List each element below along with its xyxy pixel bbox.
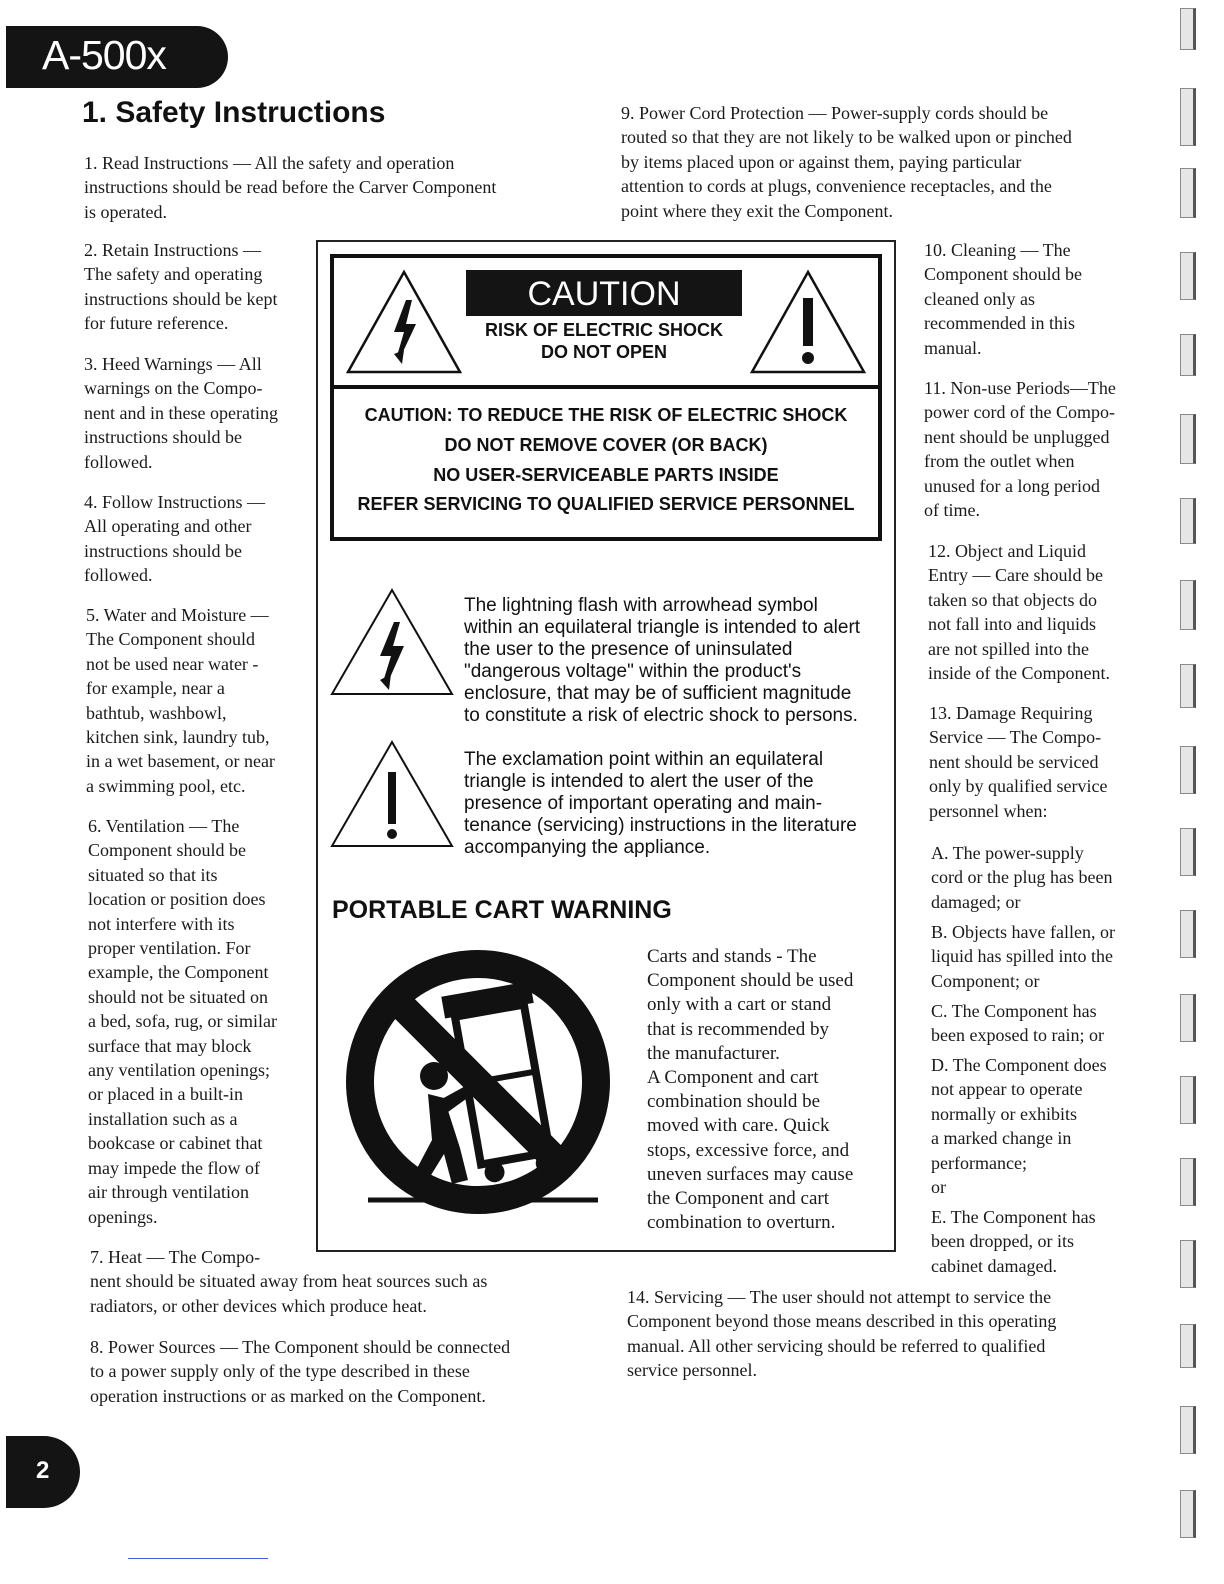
binder-tab [1180, 8, 1196, 50]
binder-tab [1180, 334, 1196, 376]
lightning-explanation: The lightning flash with arrowhead symbol within an equilateral triangle is intended to alert the user to the presence of uninsulated "dangerous voltage" within the product's enclosure, that may be of sufficient magnitude to constitute a risk of electric shock to persons. [464, 595, 861, 726]
binder-tab [1180, 252, 1196, 300]
item-13e: E. The Component has been dropped, or its cabinet damaged. [931, 1207, 1096, 1276]
page-title: 1. Safety Instructions [82, 96, 386, 129]
model-name: A-500x [42, 32, 166, 78]
item-5: 5. Water and Moisture — The Component should not be used near water - for example, near a bathtub, washbowl, kitchen sink, laundry tub, in a wet basement, or near a swimming pool, etc. [86, 605, 275, 796]
item-7: 7. Heat — The Compo- nent should be situated away from heat sources such as radiators, or other devices which produce heat. [90, 1247, 488, 1316]
caution-subtitle-2: DO NOT OPEN [540, 342, 667, 362]
item-13b: B. Objects have fallen, or liquid has spilled into the Component; or [931, 922, 1115, 991]
binder-tab [1180, 88, 1196, 146]
binder-tab [1180, 1490, 1196, 1538]
binder-tab [1180, 746, 1196, 794]
item-12: 12. Object and Liquid Entry — Care should be taken so that objects do not fall into and liquids are not spilled into the inside of the Component. [928, 541, 1110, 684]
item-1: 1. Read Instructions — All the safety and operation instructions should be read before the Carver Component is operated. [84, 153, 497, 222]
item-8: 8. Power Sources — The Component should be connected to a power supply only of the type described in these operation instructions or as marked on the Component. [90, 1337, 511, 1406]
lightning-triangle-icon [344, 268, 464, 376]
binder-tab [1180, 498, 1196, 544]
item-9: 9. Power Cord Protection — Power-supply cords should be routed so that they are not likely to be walked upon or pinched by items placed upon or against them, paying particular attention to cords at plugs, convenience receptacles, and the point where they exit the Component. [621, 103, 1072, 221]
caution-warning-line-3: NO USER-SERVICEABLE PARTS INSIDE [433, 465, 779, 485]
binder-tab [1180, 910, 1196, 958]
binder-tab [1180, 1076, 1196, 1124]
item-13c: C. The Component has been exposed to rain; or [931, 1001, 1104, 1046]
item-4: 4. Follow Instructions — All operating and other instructions should be followed. [84, 492, 266, 586]
cart-warning-text: Carts and stands - The Component should be used only with a cart or stand that is recommended by the manufacturer. A Component and cart combination should be moved with care. Quick stops, excessive force, and uneven surfaces may cause the Component and cart combination to overturn. [647, 946, 854, 1234]
binder-tab [1180, 1158, 1196, 1206]
caution-divider [330, 385, 882, 389]
item-6: 6. Ventilation — The Component should be situated so that its location or position does not interfere with its proper ventilation. For example, the Component should not be situated on a bed, sofa, rug, or similar surface that may block any ventilation openings; or placed in a built-in installation such as a bookcase or cabinet that may impede the flow of air through ventilation openings. [88, 816, 277, 1227]
binder-tab [1180, 414, 1196, 464]
caution-title: CAUTION [466, 270, 742, 316]
cart-warning-heading: PORTABLE CART WARNING [332, 896, 672, 924]
cart-tipover-icon [340, 948, 616, 1226]
binder-tab [1180, 1240, 1196, 1288]
item-14: 14. Servicing — The user should not attempt to service the Component beyond those means described in this operating manual. All other servicing should be referred to qualified service personnel. [627, 1287, 1057, 1381]
scan-artifact-line [128, 1558, 268, 1559]
model-badge [6, 26, 228, 88]
binder-tab [1180, 580, 1196, 630]
lightning-symbol-icon [328, 586, 456, 698]
caution-warning-line-1: CAUTION: TO REDUCE THE RISK OF ELECTRIC SHOCK [364, 405, 848, 425]
item-13a: A. The power-supply cord or the plug has been damaged; or [931, 843, 1113, 912]
exclamation-explanation: The exclamation point within an equilateral triangle is intended to alert the user of the presence of important operating and main- tenance (servicing) instructions in the literature accompanying the appliance. [464, 749, 857, 858]
caution-warning-line-4: REFER SERVICING TO QUALIFIED SERVICE PERSONNEL [357, 494, 855, 514]
caution-warning-line-2: DO NOT REMOVE COVER (OR BACK) [444, 435, 768, 455]
binder-tab [1180, 1406, 1196, 1454]
exclamation-triangle-icon [748, 268, 868, 376]
binder-tab [1180, 168, 1196, 218]
item-11: 11. Non-use Periods—The power cord of the Compo- nent should be unplugged from the outlet when unused for a long period of time. [924, 378, 1116, 521]
binder-tab [1180, 664, 1196, 708]
item-10: 10. Cleaning — The Component should be cleaned only as recommended in this manual. [924, 240, 1082, 358]
binder-tab [1180, 1324, 1196, 1368]
caution-subtitle-1: RISK OF ELECTRIC SHOCK [484, 320, 723, 340]
page-number: 2 [36, 1457, 50, 1484]
item-2: 2. Retain Instructions — The safety and operating instructions should be kept for future reference. [84, 240, 278, 334]
binder-tab [1180, 994, 1196, 1042]
binder-tab [1180, 828, 1196, 876]
item-13d: D. The Component does not appear to operate normally or exhibits a marked change in performance; or [931, 1055, 1107, 1198]
item-3: 3. Heed Warnings — All warnings on the Compo- nent and in these operating instructions should be followed. [84, 354, 278, 472]
page-number-badge [6, 1436, 80, 1508]
exclamation-symbol-icon [328, 738, 456, 850]
item-13: 13. Damage Requiring Service — The Compo- nent should be serviced only by qualified service personnel when: [929, 703, 1108, 821]
